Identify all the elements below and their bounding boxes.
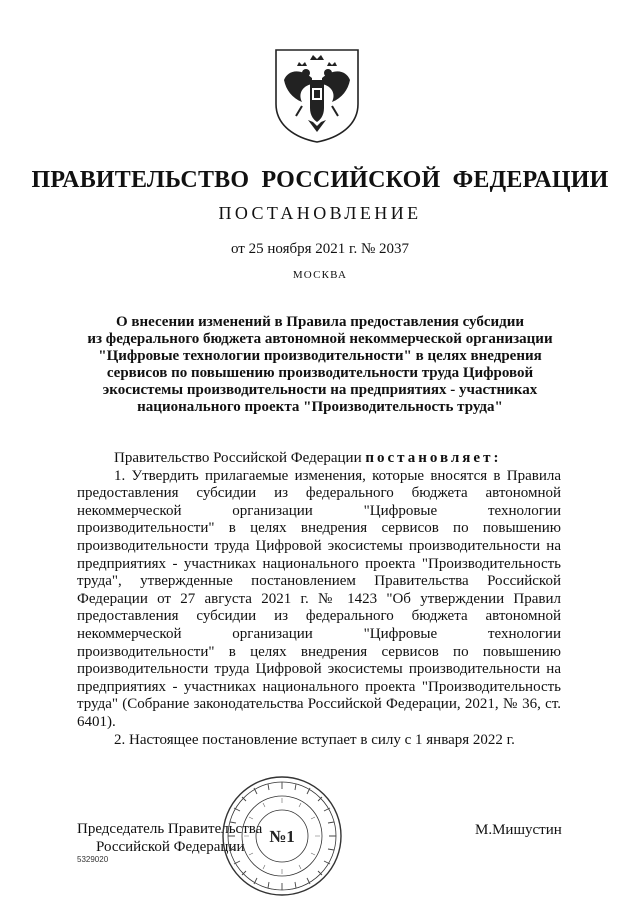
russian-coat-of-arms-icon <box>272 46 362 144</box>
preamble-verb: постановляет: <box>365 450 502 466</box>
signatory-title-line-1: Председатель Правительства <box>77 821 263 837</box>
title-line: О внесении изменений в Правила предоставления субсидии <box>115 314 525 330</box>
signatory-name: М.Мишустин <box>475 822 562 838</box>
document-type: ПОСТАНОВЛЕНИЕ <box>218 203 422 223</box>
city: МОСКВА <box>292 269 348 281</box>
document-code: 5329020 <box>77 855 109 864</box>
paragraph-1: 1. Утвердить прилагаемые изменения, которые вносятся в Правила предоставления субсидии из федерального бюджета автономной некоммерческой организации "Цифровые технологии производительности" в целях внедрения сервисов по повышению производительности труда Цифровой экосистемы производительности на предприятиях - участниках национального проекта "Производительность труда", утвержденные постановлением Правительства Российской Федерации от 27 августа 2021 г. № 1423 "Об утверждении Правил предоставления субсидии из федерального бюджета автономной некоммерческой организации "Цифровые технологии производительности" в целях внедрения сервисов по повышению производительности труда Цифровой экосистемы производительности на предприятиях - участниках национального проекта "Производительность труда" (Собрание законодательства Российской Федерации, 2021, № 36, ст. 6401). <box>77 467 561 730</box>
seal-number: №1 <box>269 827 295 846</box>
title-line: сервисов по повышению производительности труда Цифровой <box>106 365 534 381</box>
preamble-text: Правительство Российской Федерации <box>114 450 366 466</box>
official-seal-icon <box>220 774 344 898</box>
date-and-number: от 25 ноября 2021 г. № 2037 <box>230 241 410 257</box>
title-line: из федерального бюджета автономной некоммерческой организации <box>87 331 553 347</box>
document-body <box>77 450 561 749</box>
title-line: экосистемы производительности на предприятиях - участниках <box>102 382 538 398</box>
signatory-title-line-2: Российской Федерации <box>96 839 245 855</box>
document-title <box>80 314 560 416</box>
preamble <box>77 450 561 468</box>
organization-title: ПРАВИТЕЛЬСТВО РОССИЙСКОЙ ФЕДЕРАЦИИ <box>31 167 609 193</box>
title-line: национального проекта "Производительность труда" <box>137 399 503 415</box>
title-line: "Цифровые технологии производительности" в целях внедрения <box>98 348 542 364</box>
paragraph-2: 2. Настоящее постановление вступает в силу с 1 января 2022 г. <box>114 731 515 748</box>
